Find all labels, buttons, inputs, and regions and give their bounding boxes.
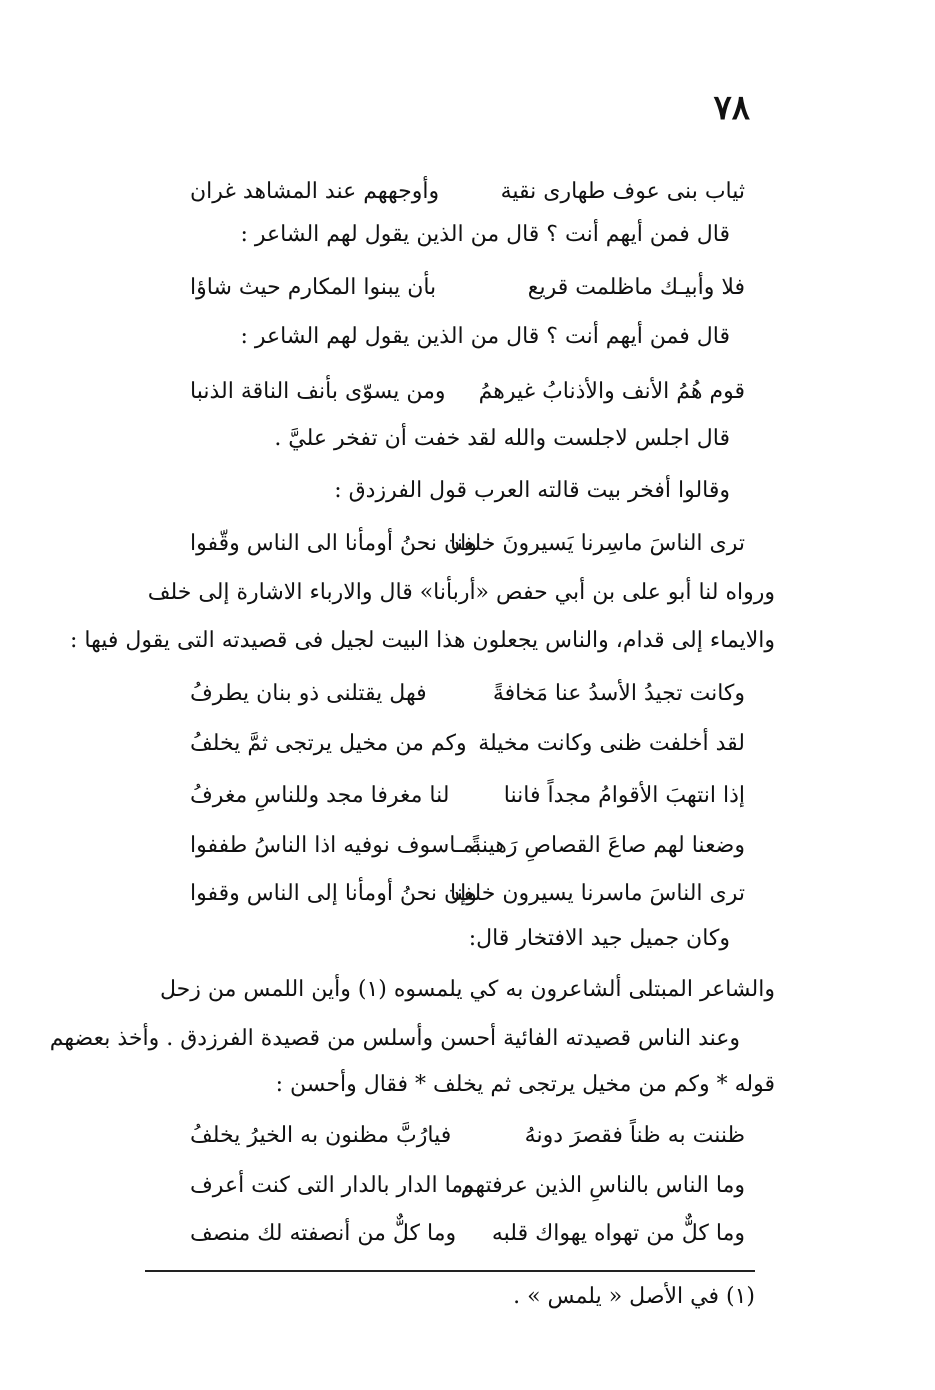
prose-line: قال فمن أيهم أنت ؟ قال من الذين يقول لهم الشاعر : (240, 222, 730, 247)
footnote-divider (145, 1270, 755, 1272)
verse-line (0, 826, 935, 866)
verse-hemistich-right: ثياب بنى عوف طهارى نقية (500, 179, 745, 204)
verse-line (0, 372, 935, 412)
verse-hemistich-right: وما كلٌّ من تهواه يهواك قلبه (491, 1221, 745, 1246)
verse-hemistich-left: بأن يبنوا المكارم حيث شاؤا (190, 275, 437, 300)
verse-hemistich-right: وكانت تجيدُ الأسدُ عنا مَخافةً (492, 681, 745, 706)
verse-line (0, 776, 935, 816)
verse-line (0, 724, 935, 764)
verse-hemistich-left: فيارُبَّ مظنون به الخيرُ يخلفُ (190, 1123, 452, 1148)
prose-line: ورواه لنا أبو على بن أبي حفص «أربأنا» قال والارباء الاشارة إلى خلف (147, 580, 775, 605)
verse-line (0, 524, 935, 564)
prose-line: قال فمن أيهم أنت ؟ قال من الذين يقول لهم الشاعر : (240, 324, 730, 349)
verse-hemistich-left: وما الدار بالدار التى كنت أعرف (190, 1173, 474, 1198)
verse-line (0, 970, 935, 1010)
verse-line (0, 268, 935, 308)
verse-line (0, 172, 935, 212)
prose-line: وعند الناس قصيدته الفائية أحسن وأسلس من قصيدة الفرزدق . وأخذ بعضهم (49, 1026, 740, 1051)
verse-hemistich-left: لنا مغرفا مجد وللناسِ مغرفُ (190, 783, 450, 808)
verse-hemistich-right: لقد أخلفت ظنى وكانت مخيلة (478, 731, 745, 756)
verse-line (0, 1214, 935, 1254)
verse-hemistich-left: وان نحنُ أومأنا الى الناس وقّفوا (190, 531, 477, 556)
prose-line: والايماء إلى قدام، والناس يجعلون هذا البيت لجيل فى قصيدته التى يقول فيها : (69, 628, 775, 653)
prose-line: قوله * وكم من مخيل يرتجى ثم يخلف * فقال وأحسن : (275, 1072, 775, 1097)
verse-line (0, 674, 935, 714)
verse-hemistich-right: قوم هُمُ الأنف والأذنابُ غيرهمُ (478, 379, 745, 404)
verse-hemistich-right: إذا انتهبَ الأقوامُ مجداً فاننا (503, 783, 745, 808)
verse-hemistich-left: وأوجههم عند المشاهد غران (190, 179, 440, 204)
verse-hemistich-left: وما كلٌّ من أنصفته لك منصف (190, 1221, 457, 1246)
verse-hemistich-left: ومن يسوّى بأنف الناقة الذنبا (190, 379, 446, 404)
prose-line: وقالوا أفخر بيت قالته العرب قول الفرزدق : (334, 478, 730, 503)
verse-hemistich-right: ظننت به ظناً فقصرَ دونهُ (524, 1123, 745, 1148)
verse-line (0, 1116, 935, 1156)
verse-line (0, 1166, 935, 1206)
page-number: ٧٨ (713, 88, 750, 128)
verse-hemistich-right: ترى الناسَ ماسِرنا يَسيرونَ خلفنا (449, 531, 745, 556)
verse-hemistich-right: وما الناس بالناسِ الذين عرفتهم (460, 1173, 745, 1198)
prose-line: وكان جميل جيد الافتخار قال: (468, 926, 730, 951)
verse-hemistich-right: ترى الناسَ ماسرنا يسيرون خلفنا (449, 881, 745, 906)
verse-hemistich-right: فلا وأبيـك ماظلمت قريع (527, 275, 745, 300)
verse-line (0, 874, 935, 914)
verse-hemistich-left: بمـاسوف نوفيه اذا الناسُ طففوا (190, 833, 482, 858)
verse-hemistich-left: وإن نحنُ أومأنا إلى الناس وقفوا (190, 881, 477, 906)
verse-hemistich-left: كي يلمسوه (١) وأين اللمس من زحل (160, 977, 499, 1002)
footnote: (١) في الأصل « يلمس » . (513, 1284, 755, 1309)
verse-hemistich-right: والشاعر المبتلى ألشاعرون به (505, 977, 775, 1002)
verse-hemistich-left: وكم من مخيل يرتجى ثمَّ يخلفُ (190, 731, 467, 756)
prose-line: قال اجلس لاجلست والله لقد خفت أن تفخر عليَّ . (274, 426, 730, 451)
verse-hemistich-right: وضعنا لهم صاعَ القصاصِ رَهينةً (470, 833, 745, 858)
verse-hemistich-left: فهل يقتلنى ذو بنان يطرفُ (190, 681, 427, 706)
